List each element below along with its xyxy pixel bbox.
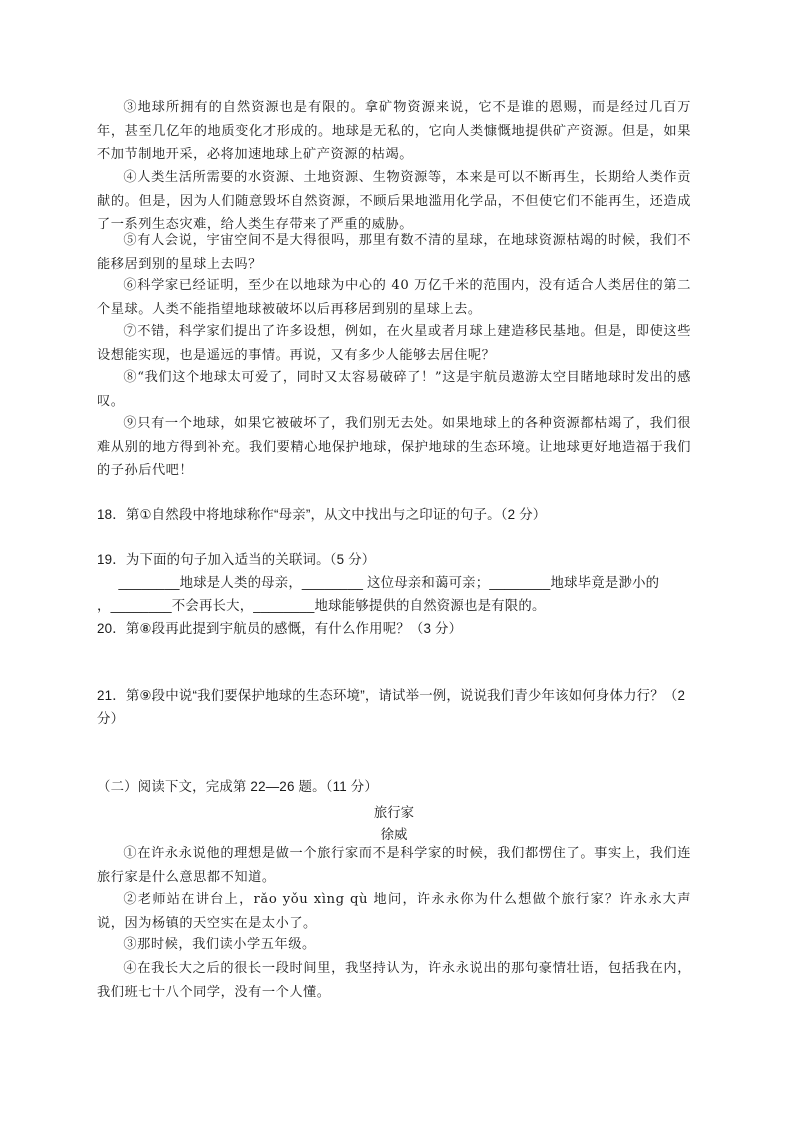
- passage-paragraph-9: ⑨只有一个地球，如果它被破坏了，我们别无去处。如果地球上的各种资源都枯竭了，我们很难从别的地方得到补充。我们要精心地保护地球，保护地球的生态环境。让地球更好地造福于我们的子孙后代吧！: [97, 416, 691, 479]
- question-18: 18．第①自然段中将地球称作“母亲”，从文中找出与之印证的句子。（2 分）: [97, 507, 547, 522]
- story-title: 旅行家: [373, 806, 415, 821]
- passage-paragraph-4: ④人类生活所需要的水资源、土地资源、生物资源等，本来是可以不断再生，长期给人类作贡献的。但是，因为人们随意毁坏自然资源，不顾后果地滥用化学品，不但使它们不能再生，还造成了一系列生态灾难，给人类生存带来了严重的威胁。: [97, 170, 691, 233]
- question-20: 20．第⑧段再此提到宇航员的感慨，有什么作用呢？（3 分）: [97, 621, 463, 636]
- story-paragraph-3: ③那时候，我们读小学五年级。: [123, 937, 316, 952]
- story-author: 徐威: [380, 828, 408, 843]
- passage-paragraph-5: ⑤有人会说，宇宙空间不是大得很吗，那里有数不清的星球，在地球资源枯竭的时候，我们不能移居到别的星球上去吗？: [97, 233, 691, 272]
- passage-paragraph-6: ⑥科学家已经证明，至少在以地球为中心的 40 万亿千米的范围内，没有适合人类居住的第二个星球。人类不能指望地球被破坏以后再移居到别的星球上去。: [97, 278, 691, 317]
- story-paragraph-4: ④在我长大之后的很长一段时间里，我坚持认为，许永永说出的那句豪情壮语，包括我在内，我们班七十八个同学，没有一个人懂。: [97, 961, 691, 1000]
- passage-paragraph-3: ③地球所拥有的自然资源也是有限的。拿矿物资源来说，它不是谁的恩赐，而是经过几百万年，甚至几亿年的地质变化才形成的。地球是无私的，它向人类慷慨地提供矿产资源。但是，如果不加节制地开采，必将加速地球上矿产资源的枯竭。: [97, 100, 691, 163]
- section-2-heading: （二）阅读下文，完成第 22—26 题。（11 分）: [97, 779, 378, 794]
- story-paragraph-2: ②老师站在讲台上，rǎo yǒu xìng qù 地问，许永永你为什么想做个旅行家？许永永大声说，因为杨镇的天空实在是太小了。: [97, 892, 691, 931]
- question-19-fill-line-2: ，________不会再长大，________地球能够提供的自然资源也是有限的。: [97, 598, 546, 613]
- question-19-fill-line-1: ________地球是人类的母亲，________ 这位母亲和蔼可亲；________地球毕竟是渺小的: [118, 575, 660, 590]
- question-19: 19．为下面的句子加入适当的关联词。（5 分）: [97, 552, 376, 567]
- passage-paragraph-7: ⑦不错，科学家们提出了许多设想，例如，在火星或者月球上建造移民基地。但是，即使这些设想能实现，也是遥远的事情。再说，又有多少人能够去居住呢？: [97, 324, 691, 363]
- story-paragraph-1: ①在许永永说他的理想是做一个旅行家而不是科学家的时候，我们都愣住了。事实上，我们连旅行家是什么意思都不知道。: [97, 846, 691, 885]
- passage-paragraph-8: ⑧“我们这个地球太可爱了，同时又太容易破碎了！”这是宇航员遨游太空目睹地球时发出的感叹。: [97, 370, 691, 409]
- question-21: 21．第⑨段中说“我们要保护地球的生态环境”，请试举一例，说说我们青少年该如何身体力行？（2 分）: [97, 688, 686, 726]
